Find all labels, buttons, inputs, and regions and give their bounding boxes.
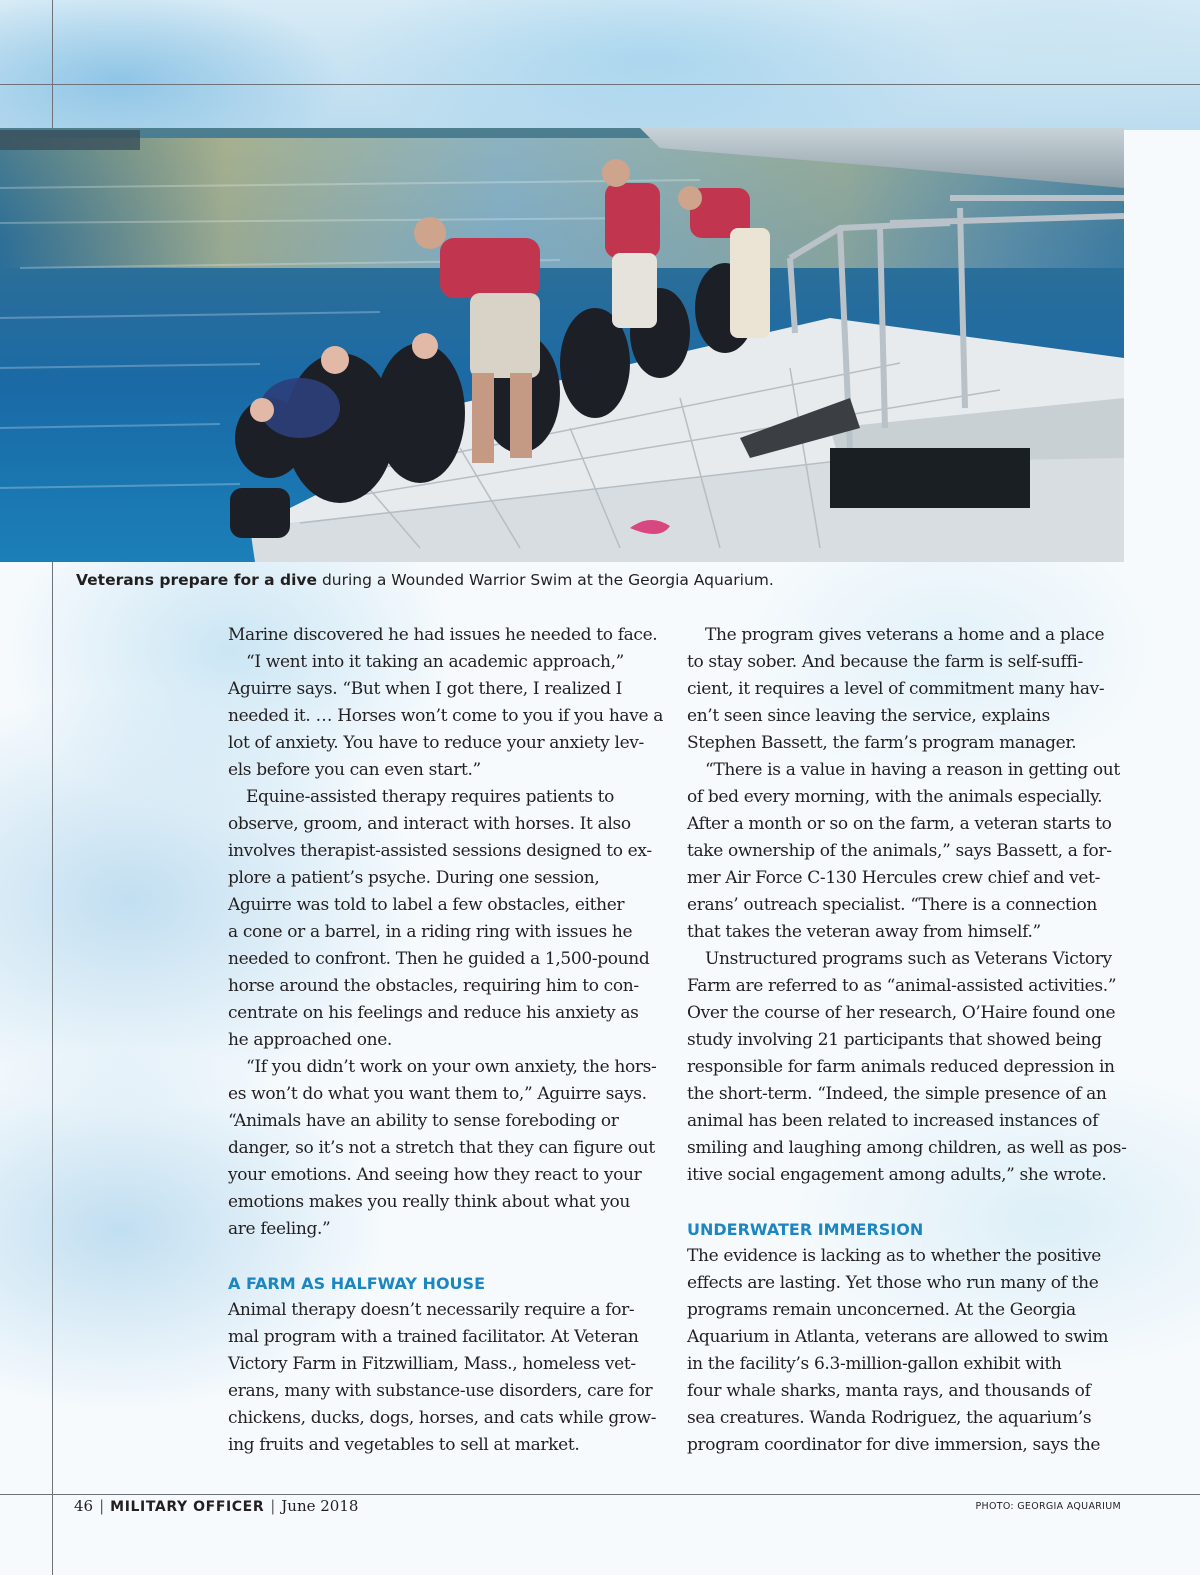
caption-lead: Veterans prepare for a dive: [76, 571, 318, 589]
trim-line-bottom: [0, 1494, 1200, 1495]
magazine-name: MILITARY OFFICER: [110, 1499, 265, 1515]
paragraph: Unstructured programs such as Veterans Victory Farm are referred to as “animal-assisted activities.” Over the course of her research, O’Haire found one study involving 21 participants that showed being responsible for farm animals reduced depression in the short-term. “Indeed, the simple presence of an animal has been related to increased instances of smiling and laughing among children, as well as pos- itive social engagement among adults,” she wrote.: [687, 949, 1127, 1185]
subhead-farm: A FARM AS HALFWAY HOUSE: [228, 1274, 485, 1293]
page-number: 46: [74, 1497, 94, 1515]
aquarium-photo-illustration: [0, 128, 1124, 562]
aquarium-photo: [0, 128, 1124, 562]
trim-line-top: [0, 84, 1200, 85]
subhead-underwater: UNDERWATER IMMERSION: [687, 1220, 924, 1239]
paragraph: “If you didn’t work on your own anxiety, the hors- es won’t do what you want them to,” Aguirre says. “Animals have an ability to sense foreboding or danger, so it’s not a stretch that they can figure out your emotions. And seeing how they react to your emotions makes you really think about what you are feeling.”: [228, 1057, 657, 1239]
photo-credit: PHOTO: GEORGIA AQUARIUM: [975, 1501, 1121, 1512]
section-gap: [228, 1243, 668, 1270]
paragraph: The program gives veterans a home and a place to stay sober. And because the farm is self-suffi- cient, it requires a level of commitment many hav- en’t seen since leaving the service, explains Stephen Bassett, the farm’s program manager.: [687, 625, 1105, 753]
footer-separator: |: [99, 1497, 105, 1515]
paragraph: “There is a value in having a reason in getting out of bed every morning, with the animals especially. After a month or so on the farm, a veteran starts to take ownership of the animals,” says Bassett, a for- mer Air Force C-130 Hercules crew chief and vet- erans’ outreach specialist. “There is a connection that takes the veteran away from himself.”: [687, 760, 1120, 942]
paragraph: Equine-assisted therapy requires patients to observe, groom, and interact with horses. It also involves therapist-assisted sessions designed to ex- plore a patient’s psyche. During one session, Aguirre was told to label a few obstacles, either a cone or a barrel, in a riding ring with issues he needed to confront. Then he guided a 1,500-pound horse around the obstacles, requiring him to con- centrate on his feelings and reduce his anxiety as he approached one.: [228, 787, 652, 1050]
photo-caption: [76, 571, 1136, 589]
top-background-wash: [0, 0, 1200, 130]
paragraph: Marine discovered he had issues he needed to face.: [228, 625, 658, 645]
paragraph: The evidence is lacking as to whether the positive effects are lasting. Yet those who run many of the programs remain unconcerned. At the Georgia Aquarium in Atlanta, veterans are allowed to swim in the facility’s 6.3-million-gallon exhibit with four whale sharks, manta rays, and thousands of sea creatures. Wanda Rodriguez, the aquarium’s program coordinator for dive immersion, says the: [687, 1246, 1109, 1455]
footer-separator: |: [270, 1497, 276, 1515]
section-gap: [687, 1189, 1127, 1216]
page-footer: [74, 1497, 358, 1515]
paragraph: “I went into it taking an academic approach,” Aguirre says. “But when I got there, I realized I needed it. … Horses won’t come to you if you have a lot of anxiety. You have to reduce your anxiety lev- els before you can even start.”: [228, 652, 664, 780]
paragraph: Animal therapy doesn’t necessarily require a for- mal program with a trained facilitator. At Veteran Victory Farm in Fitzwilliam, Mass., homeless vet- erans, many with substance-use disorders, care for chickens, ducks, dogs, horses, and cats while grow- ing fruits and vegetables to sell at market.: [228, 1300, 657, 1455]
issue-date: June 2018: [281, 1497, 359, 1515]
left-column: [228, 622, 668, 1459]
right-column: [687, 622, 1127, 1459]
caption-text: during a Wounded Warrior Swim at the Georgia Aquarium.: [317, 571, 774, 589]
